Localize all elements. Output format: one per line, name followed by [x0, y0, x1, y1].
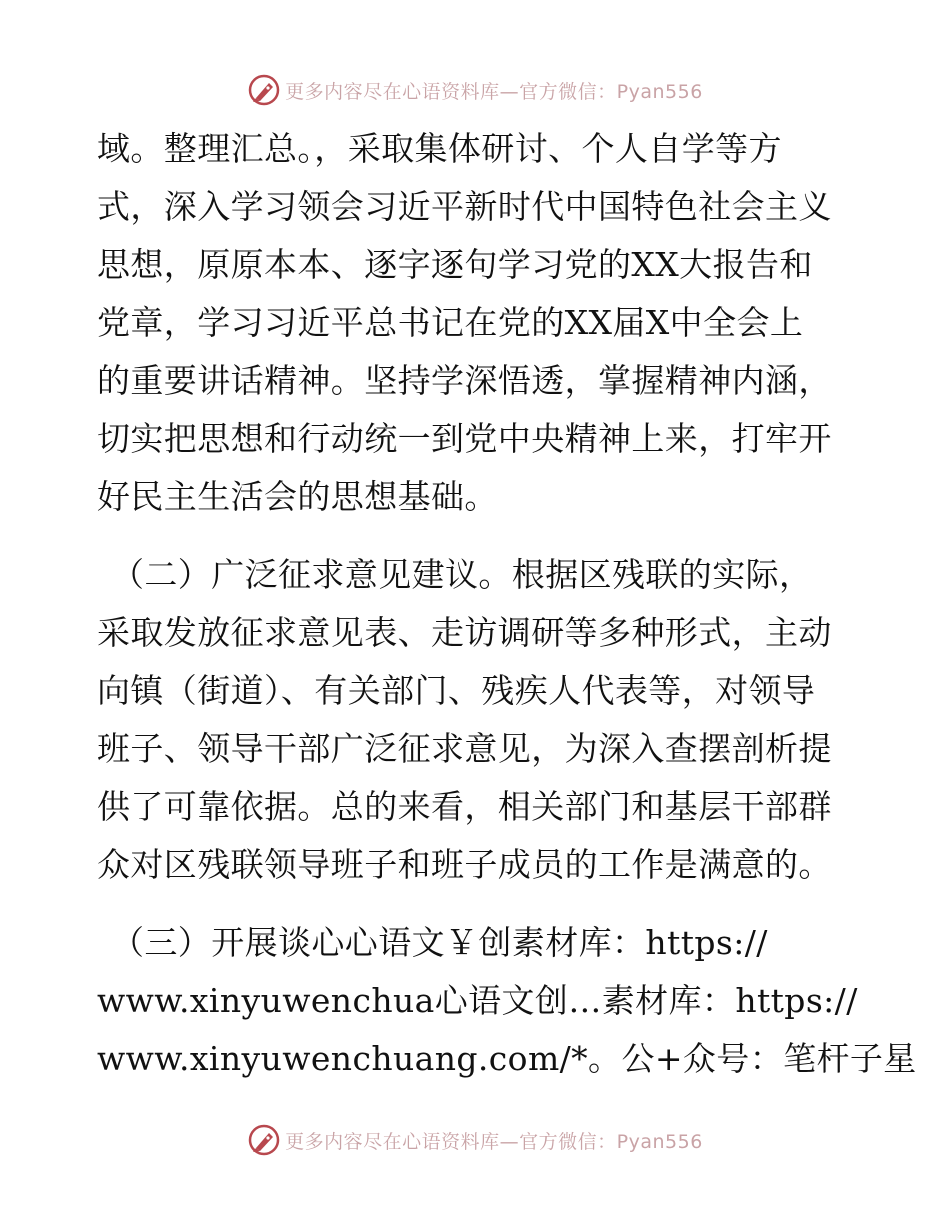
watermark-text: 更多内容尽在心语资料库—官方微信：Pyan556 — [285, 80, 703, 103]
paragraph-3 — [97, 914, 917, 1088]
text-line: 的重要讲话精神。坚持学深悟透，掌握精神内涵， — [97, 361, 832, 400]
text-line: 采取发放征求意见表、走访调研等多种形式，主动 — [97, 613, 832, 652]
text-line: 供了可靠依据。总的来看，相关部门和基层干部群 — [97, 787, 832, 826]
text-line: 域。整理汇总。，采取集体研讨、个人自学等方 — [97, 129, 782, 168]
paragraph-spacer — [97, 894, 857, 914]
footer-watermark-inner — [247, 1123, 703, 1157]
text-line: （二）广泛征求意见建议。根据区残联的实际， — [111, 555, 813, 594]
footer-watermark-banner — [0, 1120, 950, 1160]
header-watermark-inner — [247, 73, 703, 107]
text-line: 党章，学习习近平总书记在党的XX届X中全会上 — [97, 303, 804, 342]
text-line: www.xinyuwenchua心语文创…素材库：https:// — [97, 981, 858, 1020]
text-line: 班子、领导干部广泛征求意见，为深入查摆剖析提 — [97, 729, 832, 768]
watermark-text: 更多内容尽在心语资料库—官方微信：Pyan556 — [285, 1130, 703, 1153]
text-line: 众对区残联领导班子和班子成员的工作是满意的。 — [97, 845, 832, 884]
text-line: 切实把思想和行动统一到党中央精神上来，打牢开 — [97, 419, 832, 458]
paragraph-1 — [97, 120, 857, 526]
paragraph-spacer — [97, 526, 857, 546]
text-line: 思想，原原本本、逐字逐句学习党的XX大报告和 — [97, 245, 813, 284]
text-line: www.xinyuwenchuang.com/*。公+众号：笔杆子星 — [97, 1039, 917, 1078]
paragraph-2 — [97, 546, 857, 894]
text-line: 好民主生活会的思想基础。 — [97, 477, 498, 516]
text-line: （三）开展谈心心语文￥创素材库：https:// — [111, 923, 768, 962]
text-line: 式，深入学习领会习近平新时代中国特色社会主义 — [97, 187, 832, 226]
fountain-pen-logo-icon — [247, 1123, 281, 1157]
text-line: 向镇（街道）、有关部门、残疾人代表等，对领导 — [97, 671, 816, 710]
fountain-pen-logo-icon — [247, 73, 281, 107]
header-watermark-banner — [0, 70, 950, 110]
document-body — [97, 120, 917, 1088]
